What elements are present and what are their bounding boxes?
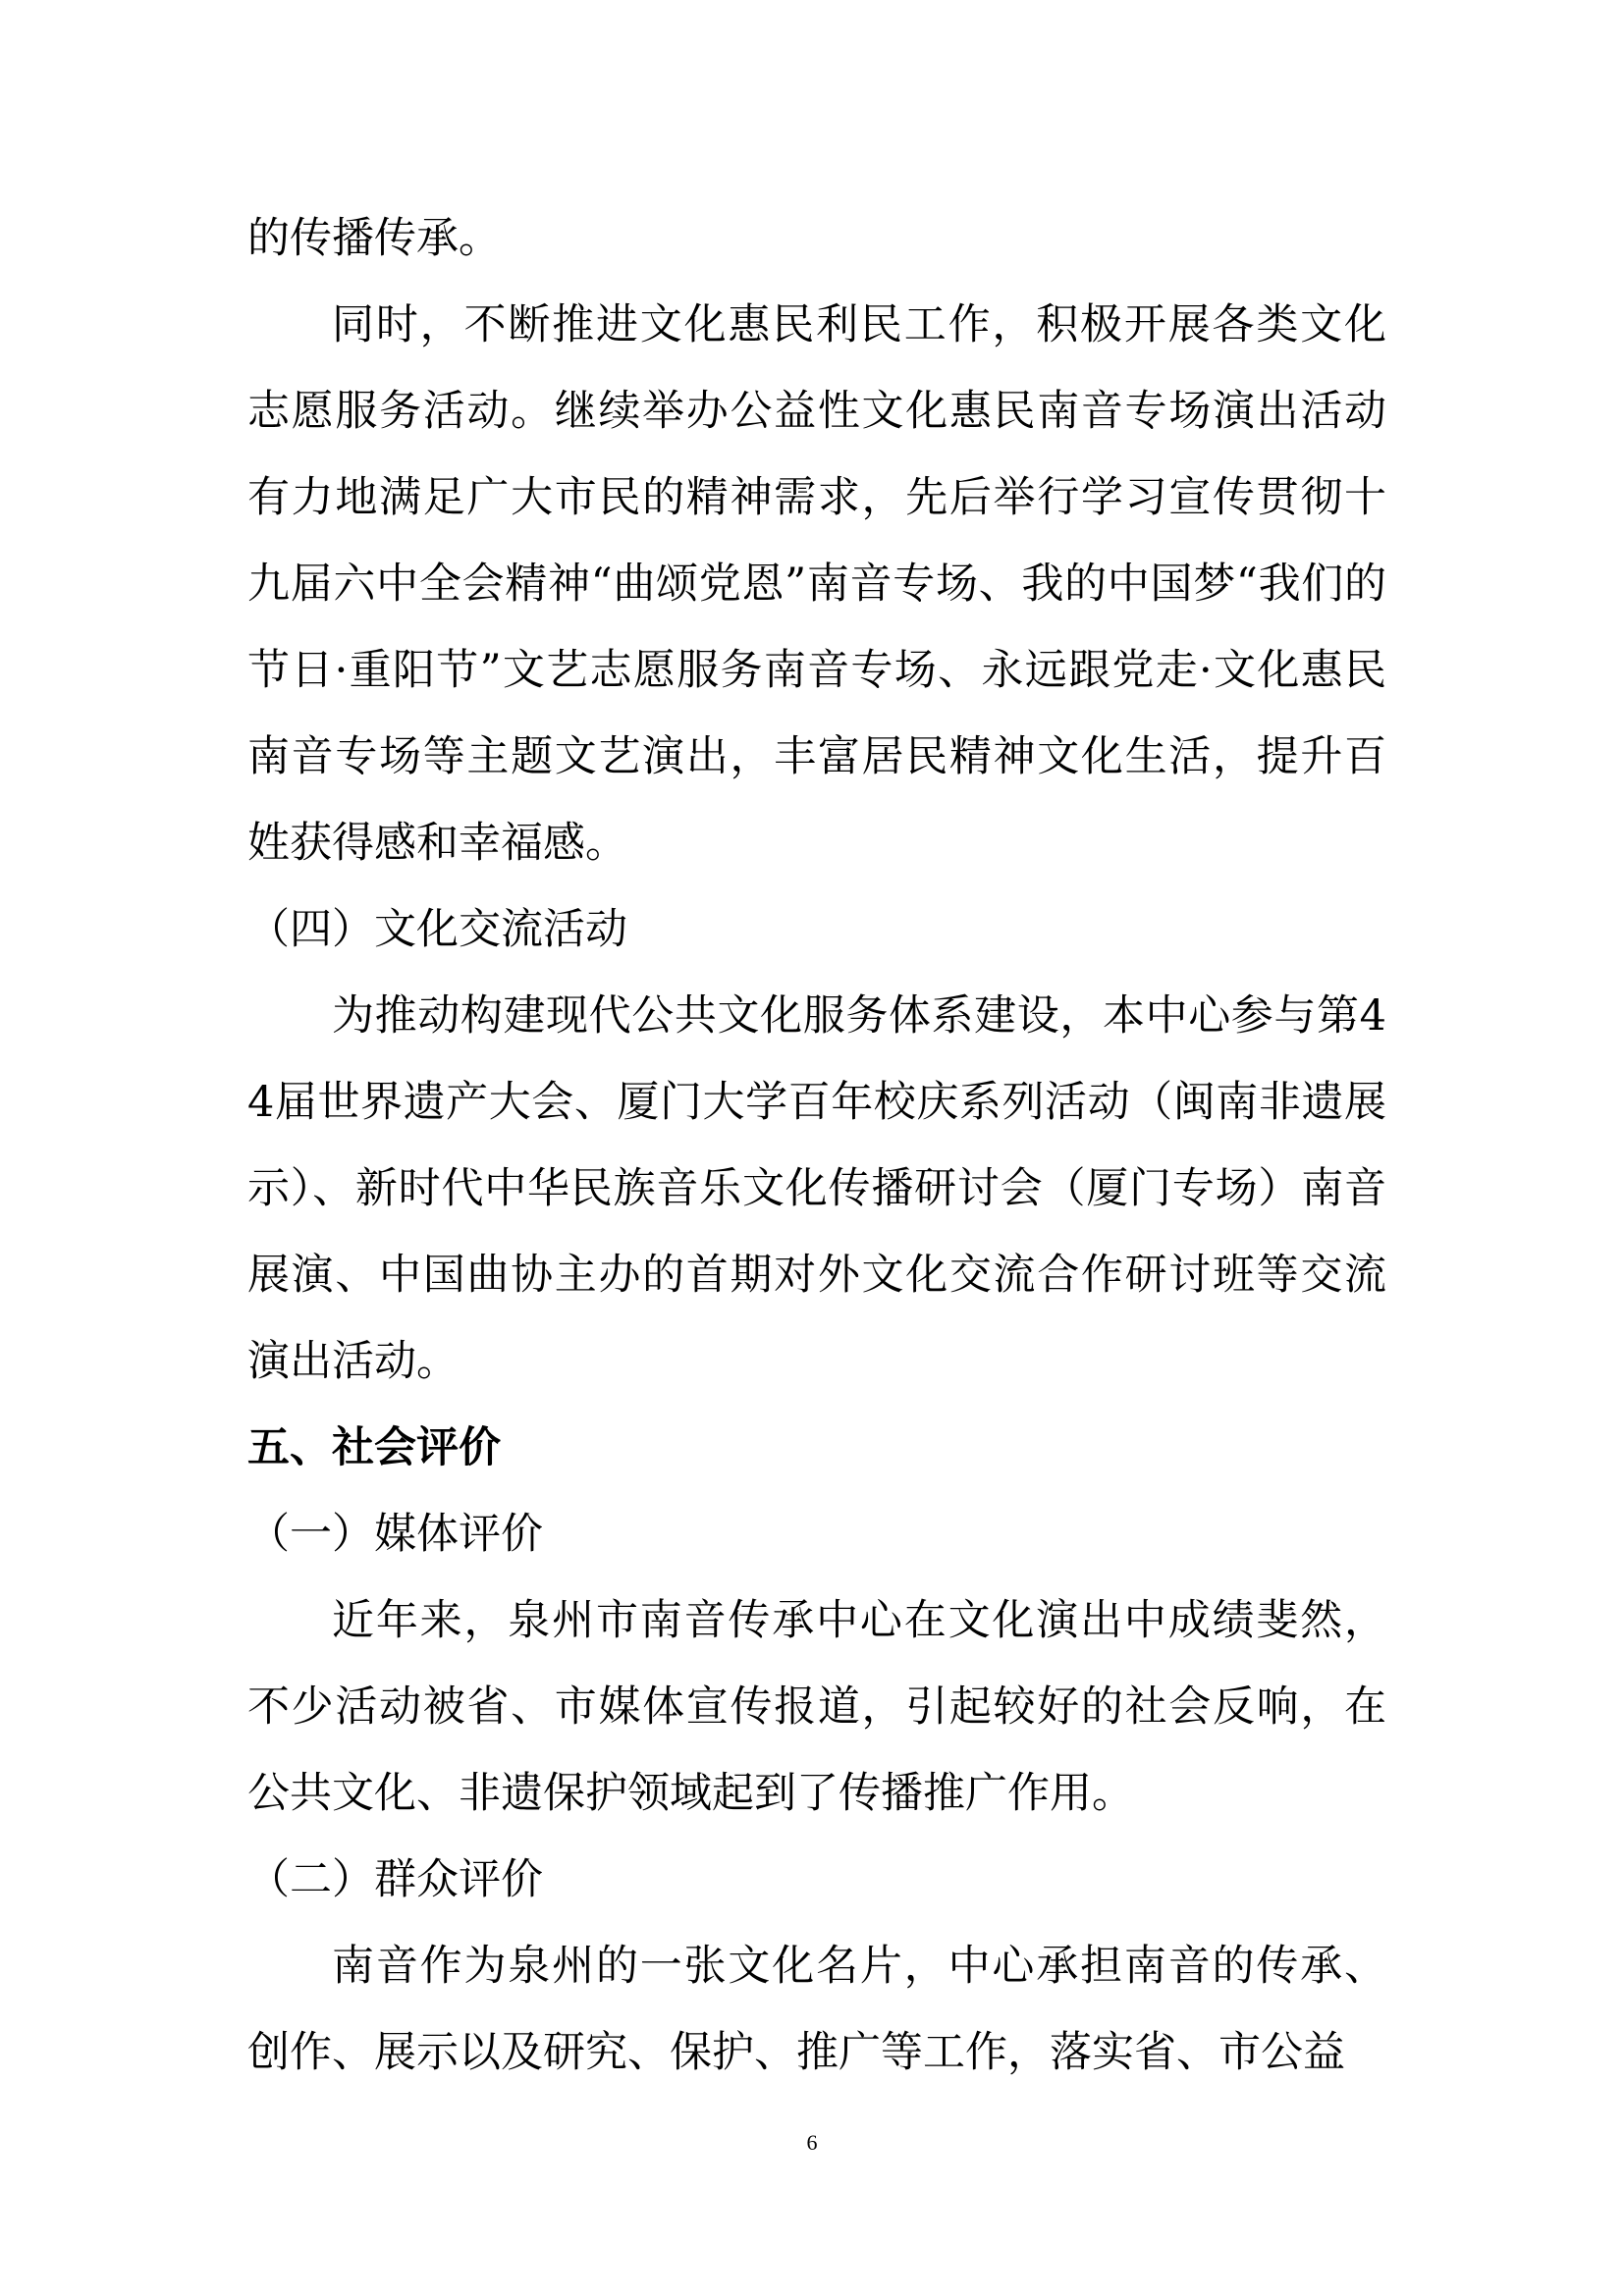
subheading-cultural-exchange: （四）文化交流活动 — [247, 905, 627, 954]
paragraph-media-evaluation: 近年来，泉州市南音传承中心在文化演出中成绩斐然，不少活动被省、市媒体宣传报道，引起较好的社会反响，在公共文化、非遗保护领域起到了传播推广作用。 — [247, 1596, 1386, 1818]
page-number: 6 — [806, 2130, 818, 2155]
paragraph-public-evaluation: 南音作为泉州的一张文化名片，中心承担南音的传承、创作、展示以及研究、保护、推广等工作，落实省、市公益 — [247, 1942, 1386, 2077]
paragraph-continuation: 的传播传承。 — [247, 214, 501, 263]
paragraph-cultural-exchange: 为推动构建现代公共文化服务体系建设，本中心参与第44届世界遗产大会、厦门大学百年校庆系列活动（闽南非遗展示）、新时代中华民族音乐文化传播研讨会（厦门专场）南音展演、中国曲协主办的首期对外文化交流合作研讨班等交流演出活动。 — [247, 991, 1386, 1386]
subheading-media-evaluation: （一）媒体评价 — [247, 1510, 543, 1559]
paragraph-cultural-benefit: 同时，不断推进文化惠民利民工作，积极开展各类文化志愿服务活动。继续举办公益性文化惠民南音专场演出活动有力地满足广大市民的精神需求，先后举行学习宣传贯彻十九届六中全会精神“曲颂党恩”南音专场、我的中国梦“我们的节日·重阳节”文艺志愿服务南音专场、永远跟党走·文化惠民南音专场等主题文艺演出，丰富居民精神文化生活，提升百姓获得感和幸福感。 — [247, 300, 1386, 868]
subheading-public-evaluation: （二）群众评价 — [247, 1855, 543, 1904]
section-heading-social-evaluation: 五、社会评价 — [247, 1423, 501, 1472]
